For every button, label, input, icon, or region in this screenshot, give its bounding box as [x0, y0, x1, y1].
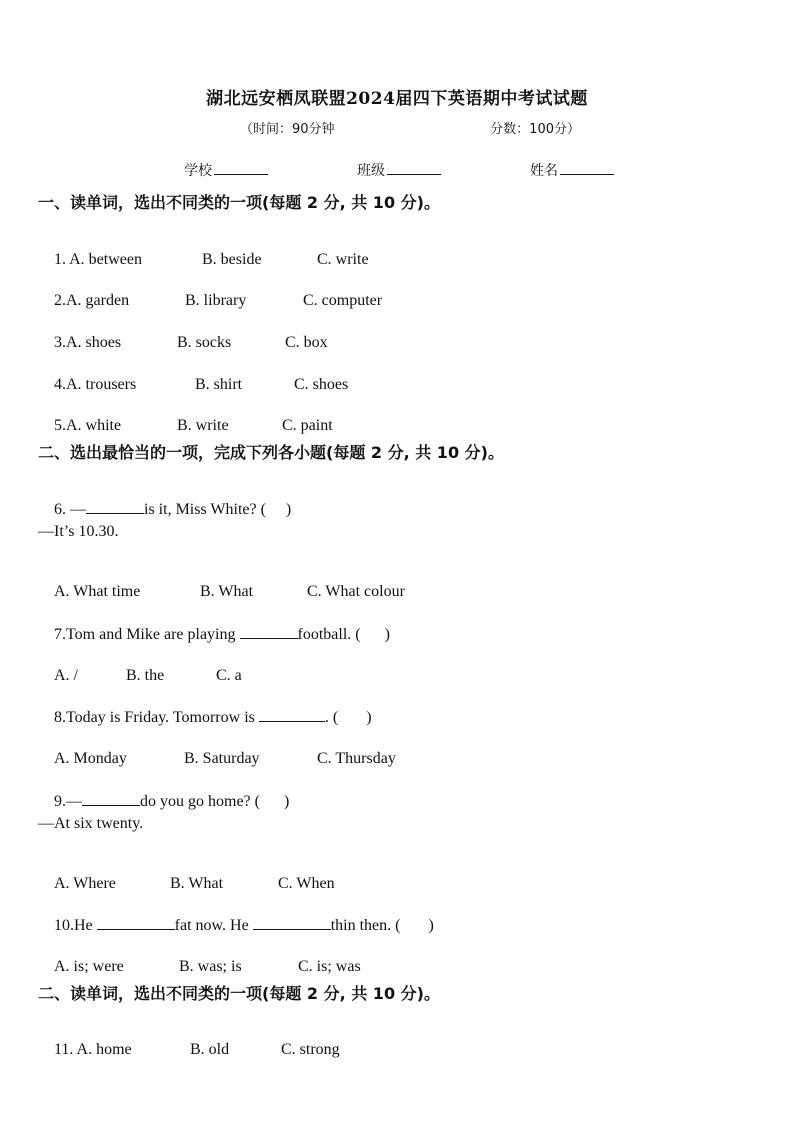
section-1-heading: 一、读单词，选出不同类的一项(每题 2 分, 共 10 分)。 — [38, 193, 440, 212]
q8-suffix: . ( ) — [324, 709, 372, 726]
q7-option-b: B. the — [126, 667, 165, 684]
q7-option-c: C. a — [216, 667, 242, 684]
q2-option-c: C. computer — [303, 292, 383, 309]
time-info: （时间：90分钟 — [240, 122, 335, 137]
q5-option-a: 5.A. white — [54, 417, 122, 434]
q7-prefix: 7.Tom and Mike are playing — [54, 626, 240, 643]
q4-option-b: B. shirt — [195, 376, 243, 393]
q11-option-c: C. strong — [281, 1041, 340, 1058]
q9-prefix: 9.— — [54, 793, 82, 810]
question-11 — [38, 1023, 340, 1077]
q10-option-b: B. was; is — [179, 958, 242, 975]
q10-blank-1[interactable] — [97, 916, 175, 930]
q6-suffix: is it, Miss White? ( ) — [144, 501, 292, 518]
section-3-heading: 二、读单词，选出不同类的一项(每题 2 分, 共 10 分)。 — [38, 984, 440, 1003]
q6-option-b: B. What — [200, 583, 254, 600]
school-label: 学校 — [184, 163, 212, 179]
q10-prefix: 10.He — [54, 917, 97, 934]
section-2-heading: 二、选出最恰当的一项，完成下列各小题(每题 2 分, 共 10 分)。 — [38, 443, 504, 462]
name-field[interactable] — [530, 160, 614, 180]
q9-suffix: do you go home? ( ) — [140, 793, 290, 810]
page-title: 湖北远安栖凤联盟2024届四下英语期中考试试题 — [206, 89, 588, 109]
q10-option-c: C. is; was — [298, 958, 361, 975]
q5-option-c: C. paint — [282, 417, 333, 434]
score-info: 分数：100分） — [490, 122, 580, 137]
q9-answer-line: —At six twenty. — [38, 815, 144, 832]
exam-info — [240, 118, 580, 137]
q7-option-a: A. / — [54, 667, 78, 684]
q9-blank[interactable] — [82, 792, 140, 806]
q6-option-c: C. What colour — [307, 583, 405, 600]
q8-prefix: 8.Today is Friday. Tomorrow is — [54, 709, 259, 726]
q10-middle: fat now. He — [174, 917, 253, 934]
q9-option-a: A. Where — [54, 875, 116, 892]
q3-option-b: B. socks — [177, 334, 232, 351]
name-blank[interactable] — [560, 160, 614, 175]
q8-option-a: A. Monday — [54, 750, 127, 767]
student-info-fields — [184, 160, 614, 180]
q1-option-c: C. write — [317, 251, 369, 268]
q9-option-c: C. When — [278, 875, 335, 892]
q10-blank-2[interactable] — [253, 916, 331, 930]
q11-option-b: B. old — [190, 1041, 230, 1058]
q9-option-b: B. What — [170, 875, 224, 892]
q6-answer-line: —It’s 10.30. — [38, 523, 119, 540]
q2-option-a: 2.A. garden — [54, 292, 130, 309]
q11-option-a: 11. A. home — [54, 1041, 132, 1058]
q4-option-a: 4.A. trousers — [54, 376, 137, 393]
q6-prefix: 6. — — [54, 501, 86, 518]
q3-option-c: C. box — [285, 334, 328, 351]
q7-suffix: football. ( ) — [297, 626, 390, 643]
q2-option-b: B. library — [185, 292, 247, 309]
school-field[interactable] — [184, 160, 268, 180]
name-label: 姓名 — [530, 163, 558, 179]
q6-blank[interactable] — [86, 500, 144, 514]
q7-blank[interactable] — [240, 625, 298, 639]
q6-option-a: A. What time — [54, 583, 141, 600]
q10-suffix: thin then. ( ) — [330, 917, 434, 934]
class-blank[interactable] — [387, 160, 441, 175]
q10-option-a: A. is; were — [54, 958, 124, 975]
q8-blank[interactable] — [259, 708, 325, 722]
school-blank[interactable] — [214, 160, 268, 175]
q5-option-b: B. write — [177, 417, 229, 434]
q4-option-c: C. shoes — [294, 376, 349, 393]
q3-option-a: 3.A. shoes — [54, 334, 122, 351]
class-field[interactable] — [357, 160, 441, 180]
q8-option-c: C. Thursday — [317, 750, 396, 767]
q1-option-b: B. beside — [202, 251, 262, 268]
class-label: 班级 — [357, 163, 385, 179]
q8-option-b: B. Saturday — [184, 750, 260, 767]
q1-option-a: 1. A. between — [54, 251, 142, 268]
